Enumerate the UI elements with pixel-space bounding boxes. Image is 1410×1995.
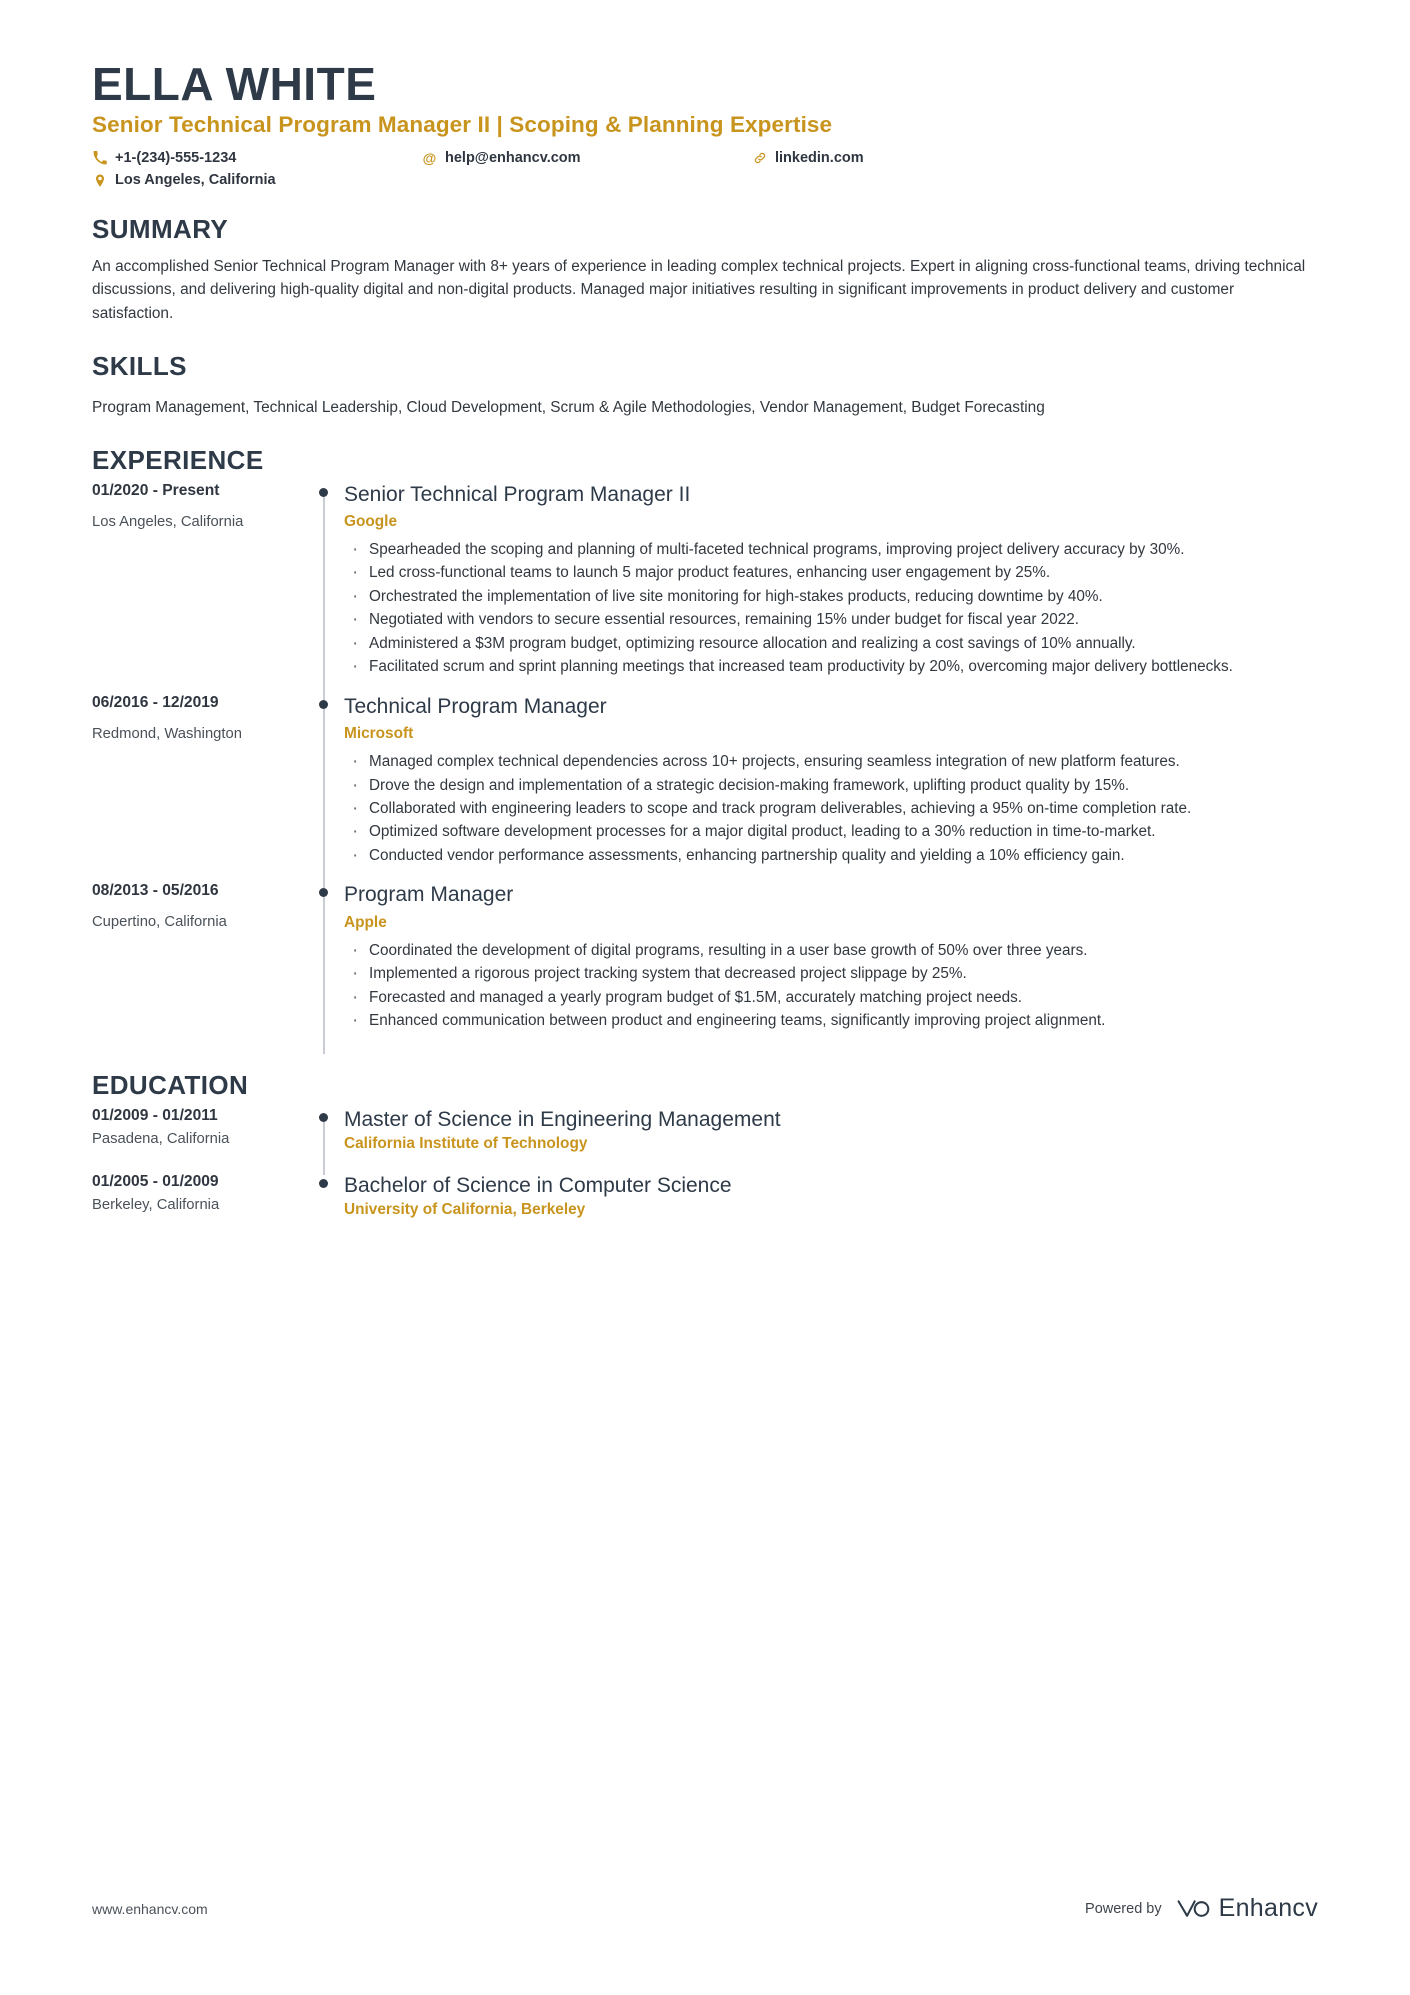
footer-branding	[1085, 1894, 1318, 1923]
powered-by-label: Powered by	[1085, 1900, 1162, 1917]
timeline-rail	[310, 1173, 344, 1235]
experience-entry-date: 06/2016 - 12/2019	[92, 693, 219, 711]
experience-company: Google	[344, 512, 398, 530]
timeline-line	[323, 897, 325, 1053]
education-entry-meta	[92, 1173, 310, 1235]
contact-phone[interactable]	[92, 150, 422, 166]
experience-entry-meta	[92, 694, 310, 879]
contact-email-value: help@enhancv.com	[445, 150, 581, 167]
list-item: · Optimized software development processes for a major digital product, leading to a 30% reduction in time-to-market.	[344, 821, 1318, 843]
list-item: · Forecasted and managed a yearly program budget of $1.5M, accurately matching project needs.	[344, 987, 1318, 1009]
education-entry-date: 01/2009 - 01/2011	[92, 1106, 218, 1124]
experience-entry-meta	[92, 482, 310, 690]
experience-entry-location: Cupertino, California	[92, 914, 227, 931]
list-item: · Led cross-functional teams to launch 5 major product features, enhancing user engagement by 25%.	[344, 562, 1318, 584]
location-icon	[92, 173, 107, 188]
timeline-line	[323, 1122, 325, 1175]
education-school: California Institute of Technology	[344, 1134, 588, 1152]
education-entry-location: Pasadena, California	[92, 1130, 230, 1147]
list-item: · Negotiated with vendors to secure essential resources, remaining 15% under budget for fiscal year 2022.	[344, 609, 1318, 631]
contact-row-secondary	[92, 172, 1318, 188]
contact-row-primary	[92, 150, 1318, 166]
candidate-headline: Senior Technical Program Manager II | Scoping & Planning Expertise	[92, 112, 833, 138]
experience-job-title: Senior Technical Program Manager II	[344, 482, 691, 506]
enhancv-logo	[1176, 1894, 1318, 1923]
timeline-line	[323, 497, 325, 700]
timeline-rail	[310, 482, 344, 690]
list-item: · Facilitated scrum and sprint planning meetings that increased team productivity by 20%, overcoming major delivery bottlenecks.	[344, 656, 1318, 678]
experience-entry	[92, 694, 1318, 879]
experience-entry-location: Redmond, Washington	[92, 725, 242, 742]
resume-header	[92, 60, 1318, 188]
education-degree: Bachelor of Science in Computer Science	[344, 1173, 732, 1197]
timeline-rail	[310, 694, 344, 879]
experience-entry-meta	[92, 882, 310, 1043]
list-item: · Drove the design and implementation of a strategic decision-making framework, uplifting product quality by 15%.	[344, 775, 1318, 797]
experience-company: Apple	[344, 913, 387, 931]
experience-entry-body	[344, 882, 1318, 1043]
timeline-dot-icon	[319, 700, 328, 709]
timeline-rail	[310, 882, 344, 1043]
education-school: University of California, Berkeley	[344, 1200, 586, 1218]
experience-entry	[92, 882, 1318, 1043]
enhancv-mark-icon	[1176, 1897, 1210, 1921]
contact-email[interactable]	[422, 150, 752, 166]
experience-entry-date: 08/2013 - 05/2016	[92, 882, 219, 900]
education-section	[92, 1070, 1318, 1235]
experience-company: Microsoft	[344, 725, 414, 743]
contact-location-value: Los Angeles, California	[115, 172, 276, 189]
education-title: EDUCATION	[92, 1069, 249, 1100]
list-item: · Collaborated with engineering leaders to scope and track program deliverables, achieving a 95% on-time completion rate.	[344, 798, 1318, 820]
list-item: · Spearheaded the scoping and planning of multi-faceted technical programs, improving project delivery accuracy by 30%.	[344, 539, 1318, 561]
timeline-line	[323, 709, 325, 889]
experience-entry-location: Los Angeles, California	[92, 513, 244, 530]
contact-linkedin[interactable]	[752, 150, 1052, 166]
skills-title: SKILLS	[92, 350, 187, 381]
phone-icon	[92, 151, 107, 165]
link-icon	[752, 151, 767, 165]
footer-website[interactable]: www.enhancv.com	[92, 1900, 208, 1917]
education-entry	[92, 1173, 1318, 1235]
education-entry-location: Berkeley, California	[92, 1196, 220, 1213]
page-footer	[92, 1894, 1318, 1923]
education-entry-body	[344, 1173, 1318, 1235]
timeline-dot-icon	[319, 1113, 328, 1122]
skills-section	[92, 351, 1318, 419]
contact-phone-value: +1-(234)-555-1234	[115, 150, 237, 167]
list-item: · Implemented a rigorous project tracking system that decreased project slippage by 25%.	[344, 963, 1318, 985]
timeline-dot-icon	[319, 488, 328, 497]
experience-entry-body	[344, 482, 1318, 690]
list-item: · Conducted vendor performance assessments, enhancing partnership quality and yielding a 10% efficiency gain.	[344, 845, 1318, 867]
list-item: · Coordinated the development of digital programs, resulting in a user base growth of 50% over three years.	[344, 940, 1318, 962]
experience-job-title: Program Manager	[344, 883, 514, 907]
skills-text: Program Management, Technical Leadership, Cloud Development, Scrum & Agile Methodologies, Vendor Management, Budget Forecasting	[92, 398, 1045, 416]
education-degree: Master of Science in Engineering Management	[344, 1107, 781, 1131]
experience-section	[92, 445, 1318, 1044]
summary-section	[92, 214, 1318, 324]
list-item: · Administered a $3M program budget, optimizing resource allocation and realizing a cost savings of 10% annually.	[344, 633, 1318, 655]
timeline-dot-icon	[319, 888, 328, 897]
experience-bullets	[344, 751, 1318, 867]
timeline-dot-icon	[319, 1179, 328, 1188]
experience-entry-body	[344, 694, 1318, 879]
list-item: · Orchestrated the implementation of live site monitoring for high-stakes products, reducing downtime by 40%.	[344, 586, 1318, 608]
summary-text: An accomplished Senior Technical Program Manager with 8+ years of experience in leading complex technical projects. Expert in aligning cross-functional teams, driving technical discussions, and delivering high-quality digital and non-digital products. Managed major initiatives resulting in significant improvements in product delivery and customer satisfaction.	[92, 258, 1306, 322]
contact-location	[92, 172, 422, 188]
list-item: · Enhanced communication between product and engineering teams, significantly improving project alignment.	[344, 1010, 1318, 1032]
education-entry	[92, 1107, 1318, 1169]
experience-entry-date: 01/2020 - Present	[92, 481, 220, 499]
experience-entry	[92, 482, 1318, 690]
education-entry-meta	[92, 1107, 310, 1169]
candidate-name: ELLA WHITE	[92, 58, 377, 110]
experience-bullets	[344, 940, 1318, 1033]
timeline-rail	[310, 1107, 344, 1169]
experience-bullets	[344, 539, 1318, 679]
education-entry-body	[344, 1107, 1318, 1169]
enhancv-wordmark: Enhancv	[1218, 1894, 1318, 1922]
experience-job-title: Technical Program Manager	[344, 694, 607, 718]
summary-title: SUMMARY	[92, 214, 229, 245]
experience-title: EXPERIENCE	[92, 444, 264, 475]
education-entry-date: 01/2005 - 01/2009	[92, 1172, 219, 1190]
list-item: · Managed complex technical dependencies across 10+ projects, ensuring seamless integration of new platform features.	[344, 751, 1318, 773]
contact-linkedin-value: linkedin.com	[775, 150, 864, 167]
email-icon: @	[422, 150, 437, 167]
